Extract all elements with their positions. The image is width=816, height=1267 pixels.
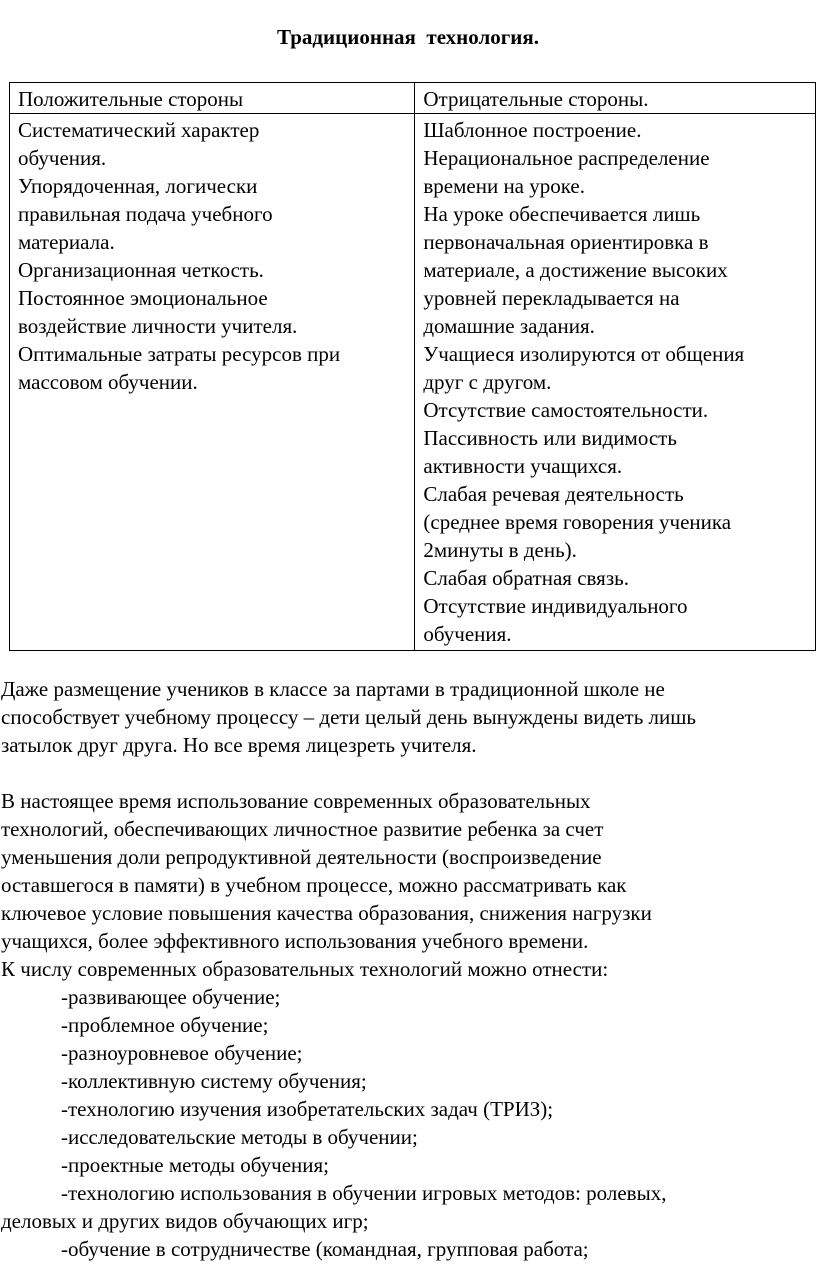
negative-line: (среднее время говорения ученика	[423, 510, 732, 534]
negative-line: Слабая обратная связь.	[423, 566, 629, 590]
paragraph-seating	[1, 675, 816, 759]
negative-line: друг с другом.	[423, 370, 552, 394]
technology-list	[1, 983, 816, 1263]
negative-line: активности учащихся.	[423, 454, 623, 478]
negative-line: Отсутствие самостоятельности.	[423, 398, 709, 422]
negative-line: Пассивность или видимость	[423, 426, 677, 450]
negative-line: На уроке обеспечивается лишь	[423, 202, 701, 226]
list-item: -коллективную систему обучения;	[61, 1069, 367, 1093]
paragraph-line: способствует учебному процессу – дети целый день вынуждены видеть лишь	[1, 705, 696, 729]
table-header-row	[10, 83, 816, 114]
paragraph-line: учащихся, более эффективного использования учебного времени.	[1, 929, 589, 953]
header-positive: Положительные стороны	[10, 83, 415, 114]
negative-line: материале, а достижение высоких	[423, 258, 728, 282]
paragraph-line: оставшегося в памяти) в учебном процессе, можно рассматривать как	[1, 873, 627, 897]
negative-line: уровней перекладывается на	[423, 286, 680, 310]
list-item-continuation: деловых и других видов обучающих игр;	[1, 1209, 369, 1233]
positive-line: Систематический характер	[18, 118, 260, 142]
paragraph-line: ключевое условие повышения качества образования, снижения нагрузки	[1, 901, 652, 925]
positive-line: воздействие личности учителя.	[18, 314, 298, 338]
document-title: Традиционная технология.	[277, 25, 539, 49]
negative-line: Нерациональное распределение	[423, 146, 710, 170]
negative-line: 2минуты в день).	[423, 538, 577, 562]
paragraph-line: технологий, обеспечивающих личностное развитие ребенка за счет	[1, 817, 604, 841]
negative-line: Отсутствие индивидуального	[423, 594, 688, 618]
negative-line: Шаблонное построение.	[423, 118, 642, 142]
paragraph-line: К числу современных образовательных технологий можно отнести:	[1, 957, 609, 981]
paragraph-line: В настоящее время использование современных образовательных	[1, 789, 591, 813]
negative-line: времени на уроке.	[423, 174, 586, 198]
positive-line: Упорядоченная, логически	[18, 174, 258, 198]
list-item: -проблемное обучение;	[61, 1013, 269, 1037]
paragraph-modern-technologies	[1, 787, 816, 1263]
negative-line: Учащиеся изолируются от общения	[423, 342, 745, 366]
negative-line: Слабая речевая деятельность	[423, 482, 684, 506]
list-item: -исследовательские методы в обучении;	[61, 1125, 418, 1149]
negative-line: домашние задания.	[423, 314, 595, 338]
list-item: -технологию использования в обучении игровых методов: ролевых,	[61, 1181, 667, 1205]
negative-line: первоначальная ориентировка в	[423, 230, 709, 254]
negative-cell	[415, 114, 816, 651]
list-item: -разноуровневое обучение;	[61, 1041, 303, 1065]
positive-line: Организационная четкость.	[18, 258, 264, 282]
positive-line: массовом обучении.	[18, 370, 198, 394]
positive-cell	[10, 114, 415, 651]
table-row	[10, 114, 816, 651]
list-item: -проектные методы обучения;	[61, 1153, 330, 1177]
list-item: -технологию изучения изобретательских задач (ТРИЗ);	[61, 1097, 554, 1121]
positive-line: Постоянное эмоциональное	[18, 286, 268, 310]
positive-line: правильная подача учебного	[18, 202, 273, 226]
header-negative: Отрицательные стороны.	[415, 83, 816, 114]
negative-line: обучения.	[423, 622, 512, 646]
comparison-table	[9, 82, 816, 651]
list-item: -обучение в сотрудничестве (командная, групповая работа;	[61, 1237, 589, 1261]
positive-line: материала.	[18, 230, 115, 254]
positive-line: Оптимальные затраты ресурсов при	[18, 342, 341, 366]
paragraph-line: Даже размещение учеников в классе за партами в традиционной школе не	[1, 677, 665, 701]
list-item: -развивающее обучение;	[61, 985, 281, 1009]
positive-line: обучения.	[18, 146, 107, 170]
paragraph-line: уменьшения доли репродуктивной деятельности (воспроизведение	[1, 845, 602, 869]
paragraph-line: затылок друг друга. Но все время лицезреть учителя.	[1, 733, 477, 757]
